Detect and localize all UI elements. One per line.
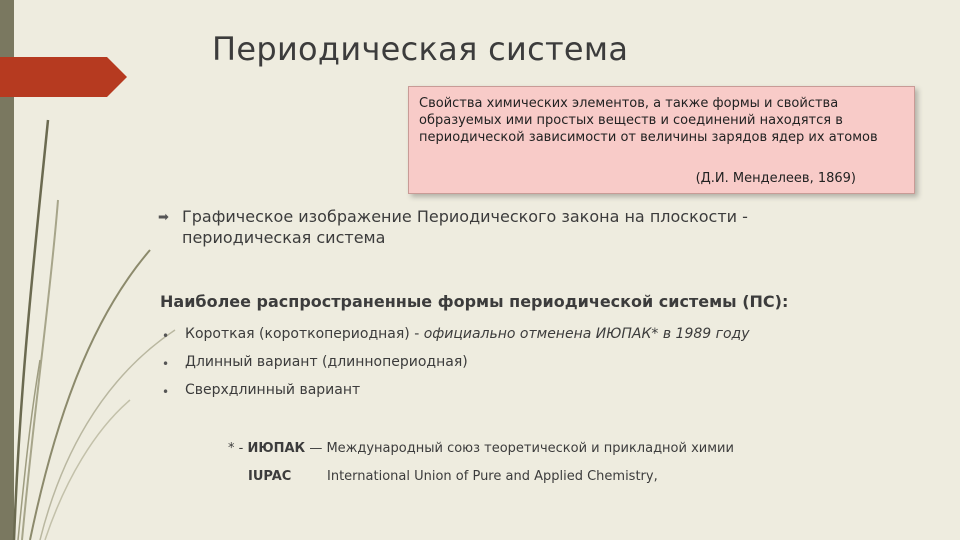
- bullet-dot-icon: •: [162, 385, 170, 399]
- bullet-dot-icon: •: [162, 357, 170, 371]
- form-item-extra-long: [185, 382, 360, 398]
- footnote-prefix: * -: [228, 441, 248, 456]
- slide-title: Периодическая система: [212, 30, 629, 68]
- form-item-label: Длинный вариант (длиннопериодная): [185, 354, 468, 370]
- title-accent-flag: [0, 57, 127, 97]
- form-item-long: [185, 354, 468, 370]
- form-item-short: [185, 326, 750, 342]
- footnote: [228, 441, 734, 456]
- arrow-bullet-icon: ➡: [158, 210, 169, 225]
- graphic-statement: Графическое изображение Периодического закона на плоскости - периодическая система: [182, 207, 748, 247]
- quote-author: (Д.И. Менделеев, 1869): [695, 171, 856, 186]
- form-item-label: Сверхдлинный вариант: [185, 382, 361, 398]
- form-item-label: Короткая (короткопериодная) -: [185, 326, 420, 342]
- forms-heading: Наиболее распространенные формы периодической системы (ПС):: [160, 292, 789, 311]
- iupac-full-name: International Union of Pure and Applied Chemistry,: [327, 469, 658, 484]
- quote-box: [408, 86, 915, 194]
- form-item-note: официально отменена ИЮПАК* в 1989 году: [423, 326, 750, 342]
- footnote-text: — Международный союз теоретической и прикладной химии: [305, 441, 734, 456]
- iupac-abbr: IUPAC: [248, 469, 292, 484]
- bullet-dot-icon: •: [162, 329, 170, 343]
- footnote-abbr: ИЮПАК: [247, 441, 306, 456]
- quote-text: Свойства химических элементов, а также формы и свойства образуемых ими простых веществ и соединений находятся в периодической зависимости от величины зарядов ядер их атомов: [419, 96, 878, 145]
